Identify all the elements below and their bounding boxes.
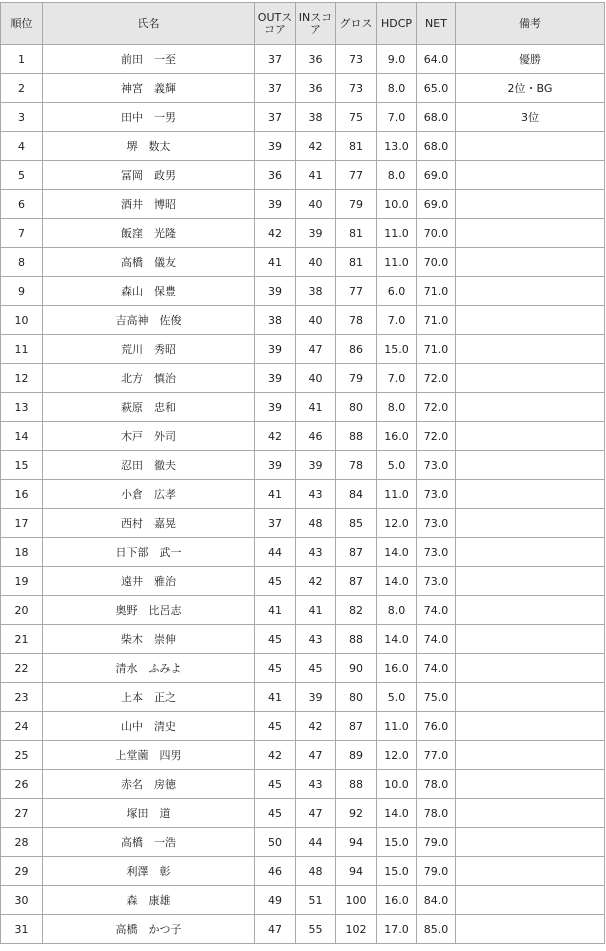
cell-player-name: 吉高神 佐俊 <box>43 306 255 335</box>
cell-note <box>456 770 605 799</box>
table-row <box>1 219 605 248</box>
cell-rank: 1 <box>1 45 43 74</box>
cell-rank: 2 <box>1 74 43 103</box>
table-row <box>1 770 605 799</box>
cell-in-score: 43 <box>296 480 336 509</box>
cell-hdcp: 14.0 <box>377 538 417 567</box>
header-hdcp: HDCP <box>377 3 417 45</box>
cell-rank: 7 <box>1 219 43 248</box>
cell-note <box>456 277 605 306</box>
cell-gross: 80 <box>336 683 377 712</box>
header-gross: グロス <box>336 3 377 45</box>
header-rank: 順位 <box>1 3 43 45</box>
cell-note: 2位・BG <box>456 74 605 103</box>
cell-out-score: 39 <box>255 335 296 364</box>
table-row <box>1 509 605 538</box>
cell-note <box>456 625 605 654</box>
cell-player-name: 冨岡 政男 <box>43 161 255 190</box>
table-row <box>1 596 605 625</box>
cell-in-score: 42 <box>296 567 336 596</box>
cell-player-name: 清水 ふみよ <box>43 654 255 683</box>
cell-in-score: 48 <box>296 857 336 886</box>
cell-player-name: 木戸 外司 <box>43 422 255 451</box>
cell-net: 73.0 <box>417 480 456 509</box>
cell-in-score: 39 <box>296 451 336 480</box>
header-name: 氏名 <box>43 3 255 45</box>
table-row <box>1 393 605 422</box>
cell-net: 85.0 <box>417 915 456 944</box>
cell-out-score: 41 <box>255 596 296 625</box>
cell-gross: 81 <box>336 132 377 161</box>
cell-rank: 20 <box>1 596 43 625</box>
cell-player-name: 田中 一男 <box>43 103 255 132</box>
table-row <box>1 799 605 828</box>
cell-out-score: 37 <box>255 74 296 103</box>
cell-rank: 16 <box>1 480 43 509</box>
cell-player-name: 山中 清史 <box>43 712 255 741</box>
cell-gross: 79 <box>336 190 377 219</box>
cell-rank: 24 <box>1 712 43 741</box>
cell-hdcp: 11.0 <box>377 712 417 741</box>
cell-out-score: 41 <box>255 248 296 277</box>
cell-in-score: 40 <box>296 190 336 219</box>
cell-player-name: 森 康雄 <box>43 886 255 915</box>
cell-in-score: 41 <box>296 161 336 190</box>
cell-net: 74.0 <box>417 654 456 683</box>
cell-gross: 78 <box>336 306 377 335</box>
cell-net: 69.0 <box>417 161 456 190</box>
cell-in-score: 36 <box>296 74 336 103</box>
cell-gross: 86 <box>336 335 377 364</box>
table-row <box>1 683 605 712</box>
cell-hdcp: 8.0 <box>377 74 417 103</box>
table-row <box>1 915 605 944</box>
cell-in-score: 38 <box>296 277 336 306</box>
table-row <box>1 74 605 103</box>
cell-gross: 85 <box>336 509 377 538</box>
cell-out-score: 45 <box>255 654 296 683</box>
cell-note <box>456 364 605 393</box>
cell-rank: 30 <box>1 886 43 915</box>
cell-gross: 87 <box>336 712 377 741</box>
cell-out-score: 36 <box>255 161 296 190</box>
cell-out-score: 39 <box>255 364 296 393</box>
cell-gross: 78 <box>336 451 377 480</box>
cell-hdcp: 6.0 <box>377 277 417 306</box>
cell-rank: 11 <box>1 335 43 364</box>
cell-hdcp: 12.0 <box>377 509 417 538</box>
cell-rank: 3 <box>1 103 43 132</box>
table-row <box>1 886 605 915</box>
cell-hdcp: 8.0 <box>377 161 417 190</box>
cell-net: 68.0 <box>417 103 456 132</box>
table-row <box>1 422 605 451</box>
cell-note <box>456 451 605 480</box>
table-row <box>1 45 605 74</box>
header-in-score: INスコア <box>296 3 336 45</box>
cell-net: 73.0 <box>417 451 456 480</box>
cell-rank: 10 <box>1 306 43 335</box>
table-row <box>1 828 605 857</box>
cell-gross: 87 <box>336 538 377 567</box>
cell-rank: 18 <box>1 538 43 567</box>
cell-gross: 88 <box>336 625 377 654</box>
cell-player-name: 遠井 雅治 <box>43 567 255 596</box>
header-row <box>1 3 605 45</box>
cell-player-name: 神宮 義輝 <box>43 74 255 103</box>
cell-rank: 12 <box>1 364 43 393</box>
cell-in-score: 38 <box>296 103 336 132</box>
table-row <box>1 161 605 190</box>
cell-out-score: 39 <box>255 393 296 422</box>
cell-net: 65.0 <box>417 74 456 103</box>
cell-hdcp: 7.0 <box>377 103 417 132</box>
cell-player-name: 上本 正之 <box>43 683 255 712</box>
table-row <box>1 654 605 683</box>
results-table-body <box>1 45 605 944</box>
cell-note <box>456 248 605 277</box>
cell-net: 68.0 <box>417 132 456 161</box>
cell-in-score: 39 <box>296 683 336 712</box>
cell-out-score: 47 <box>255 915 296 944</box>
cell-note <box>456 335 605 364</box>
cell-note <box>456 857 605 886</box>
cell-hdcp: 16.0 <box>377 422 417 451</box>
cell-net: 73.0 <box>417 567 456 596</box>
table-row <box>1 567 605 596</box>
cell-out-score: 45 <box>255 770 296 799</box>
cell-player-name: 小倉 広孝 <box>43 480 255 509</box>
cell-hdcp: 16.0 <box>377 654 417 683</box>
cell-player-name: 忍田 徹夫 <box>43 451 255 480</box>
header-net: NET <box>417 3 456 45</box>
cell-note <box>456 654 605 683</box>
cell-in-score: 42 <box>296 712 336 741</box>
cell-player-name: 日下部 武一 <box>43 538 255 567</box>
cell-hdcp: 7.0 <box>377 364 417 393</box>
cell-net: 72.0 <box>417 393 456 422</box>
cell-in-score: 45 <box>296 654 336 683</box>
table-row <box>1 190 605 219</box>
cell-hdcp: 14.0 <box>377 567 417 596</box>
cell-in-score: 43 <box>296 625 336 654</box>
cell-net: 77.0 <box>417 741 456 770</box>
table-row <box>1 103 605 132</box>
cell-player-name: 北方 慎治 <box>43 364 255 393</box>
cell-hdcp: 9.0 <box>377 45 417 74</box>
cell-gross: 84 <box>336 480 377 509</box>
results-table <box>0 2 605 944</box>
cell-out-score: 45 <box>255 799 296 828</box>
cell-net: 64.0 <box>417 45 456 74</box>
cell-out-score: 39 <box>255 132 296 161</box>
cell-rank: 9 <box>1 277 43 306</box>
cell-hdcp: 8.0 <box>377 393 417 422</box>
cell-in-score: 47 <box>296 799 336 828</box>
cell-player-name: 赤名 房徳 <box>43 770 255 799</box>
cell-rank: 8 <box>1 248 43 277</box>
table-row <box>1 480 605 509</box>
cell-gross: 94 <box>336 857 377 886</box>
cell-in-score: 48 <box>296 509 336 538</box>
cell-note <box>456 596 605 625</box>
cell-gross: 90 <box>336 654 377 683</box>
cell-hdcp: 15.0 <box>377 828 417 857</box>
cell-rank: 19 <box>1 567 43 596</box>
cell-rank: 26 <box>1 770 43 799</box>
cell-note <box>456 828 605 857</box>
cell-rank: 25 <box>1 741 43 770</box>
cell-gross: 89 <box>336 741 377 770</box>
cell-net: 84.0 <box>417 886 456 915</box>
cell-rank: 14 <box>1 422 43 451</box>
table-row <box>1 857 605 886</box>
cell-net: 79.0 <box>417 857 456 886</box>
table-row <box>1 277 605 306</box>
cell-net: 69.0 <box>417 190 456 219</box>
cell-rank: 13 <box>1 393 43 422</box>
cell-in-score: 55 <box>296 915 336 944</box>
cell-out-score: 41 <box>255 683 296 712</box>
cell-gross: 73 <box>336 74 377 103</box>
cell-note <box>456 161 605 190</box>
cell-in-score: 40 <box>296 248 336 277</box>
cell-net: 72.0 <box>417 422 456 451</box>
cell-player-name: 高橋 儀友 <box>43 248 255 277</box>
cell-player-name: 高橋 かつ子 <box>43 915 255 944</box>
cell-in-score: 40 <box>296 364 336 393</box>
cell-out-score: 42 <box>255 219 296 248</box>
cell-net: 74.0 <box>417 625 456 654</box>
cell-rank: 5 <box>1 161 43 190</box>
cell-out-score: 39 <box>255 277 296 306</box>
cell-hdcp: 10.0 <box>377 190 417 219</box>
cell-gross: 77 <box>336 161 377 190</box>
cell-hdcp: 10.0 <box>377 770 417 799</box>
cell-player-name: 萩原 忠和 <box>43 393 255 422</box>
cell-out-score: 41 <box>255 480 296 509</box>
cell-note <box>456 422 605 451</box>
cell-note <box>456 480 605 509</box>
results-table-header <box>1 3 605 45</box>
cell-player-name: 西村 嘉晃 <box>43 509 255 538</box>
cell-in-score: 40 <box>296 306 336 335</box>
cell-gross: 87 <box>336 567 377 596</box>
cell-in-score: 46 <box>296 422 336 451</box>
cell-net: 79.0 <box>417 828 456 857</box>
cell-gross: 100 <box>336 886 377 915</box>
cell-gross: 81 <box>336 219 377 248</box>
cell-hdcp: 14.0 <box>377 625 417 654</box>
cell-out-score: 38 <box>255 306 296 335</box>
cell-in-score: 43 <box>296 538 336 567</box>
cell-out-score: 39 <box>255 190 296 219</box>
cell-out-score: 42 <box>255 422 296 451</box>
cell-note <box>456 712 605 741</box>
cell-hdcp: 16.0 <box>377 886 417 915</box>
cell-rank: 15 <box>1 451 43 480</box>
cell-in-score: 47 <box>296 335 336 364</box>
cell-hdcp: 14.0 <box>377 799 417 828</box>
cell-hdcp: 13.0 <box>377 132 417 161</box>
cell-player-name: 森山 保豊 <box>43 277 255 306</box>
cell-rank: 6 <box>1 190 43 219</box>
cell-rank: 28 <box>1 828 43 857</box>
cell-note <box>456 190 605 219</box>
cell-hdcp: 11.0 <box>377 248 417 277</box>
cell-player-name: 柴木 崇伸 <box>43 625 255 654</box>
cell-rank: 27 <box>1 799 43 828</box>
cell-gross: 80 <box>336 393 377 422</box>
cell-net: 76.0 <box>417 712 456 741</box>
cell-player-name: 飯窪 光隆 <box>43 219 255 248</box>
cell-hdcp: 5.0 <box>377 683 417 712</box>
cell-player-name: 塚田 道 <box>43 799 255 828</box>
cell-out-score: 42 <box>255 741 296 770</box>
cell-out-score: 46 <box>255 857 296 886</box>
cell-gross: 94 <box>336 828 377 857</box>
cell-out-score: 37 <box>255 103 296 132</box>
cell-hdcp: 5.0 <box>377 451 417 480</box>
cell-in-score: 42 <box>296 132 336 161</box>
table-row <box>1 335 605 364</box>
cell-net: 73.0 <box>417 538 456 567</box>
cell-player-name: 荒川 秀昭 <box>43 335 255 364</box>
cell-net: 74.0 <box>417 596 456 625</box>
cell-note <box>456 509 605 538</box>
cell-note <box>456 567 605 596</box>
cell-out-score: 37 <box>255 45 296 74</box>
cell-note <box>456 886 605 915</box>
cell-in-score: 41 <box>296 596 336 625</box>
cell-note <box>456 683 605 712</box>
cell-in-score: 51 <box>296 886 336 915</box>
cell-out-score: 45 <box>255 625 296 654</box>
cell-gross: 88 <box>336 422 377 451</box>
cell-net: 70.0 <box>417 219 456 248</box>
cell-player-name: 利澤 彰 <box>43 857 255 886</box>
cell-rank: 23 <box>1 683 43 712</box>
cell-player-name: 上堂薗 四男 <box>43 741 255 770</box>
cell-note <box>456 538 605 567</box>
cell-out-score: 39 <box>255 451 296 480</box>
cell-player-name: 酒井 博昭 <box>43 190 255 219</box>
cell-net: 78.0 <box>417 770 456 799</box>
cell-in-score: 43 <box>296 770 336 799</box>
cell-net: 78.0 <box>417 799 456 828</box>
cell-hdcp: 12.0 <box>377 741 417 770</box>
cell-net: 71.0 <box>417 335 456 364</box>
cell-net: 73.0 <box>417 509 456 538</box>
cell-note <box>456 741 605 770</box>
cell-gross: 92 <box>336 799 377 828</box>
cell-gross: 73 <box>336 45 377 74</box>
cell-in-score: 36 <box>296 45 336 74</box>
cell-rank: 22 <box>1 654 43 683</box>
cell-out-score: 49 <box>255 886 296 915</box>
header-out-score: OUTスコア <box>255 3 296 45</box>
cell-in-score: 41 <box>296 393 336 422</box>
cell-rank: 4 <box>1 132 43 161</box>
cell-in-score: 44 <box>296 828 336 857</box>
table-row <box>1 306 605 335</box>
cell-note: 3位 <box>456 103 605 132</box>
cell-gross: 82 <box>336 596 377 625</box>
cell-hdcp: 7.0 <box>377 306 417 335</box>
cell-note <box>456 219 605 248</box>
cell-hdcp: 8.0 <box>377 596 417 625</box>
cell-rank: 31 <box>1 915 43 944</box>
cell-note <box>456 306 605 335</box>
cell-rank: 17 <box>1 509 43 538</box>
cell-gross: 81 <box>336 248 377 277</box>
cell-player-name: 奥野 比呂志 <box>43 596 255 625</box>
cell-hdcp: 11.0 <box>377 219 417 248</box>
table-row <box>1 712 605 741</box>
cell-in-score: 47 <box>296 741 336 770</box>
cell-gross: 77 <box>336 277 377 306</box>
cell-out-score: 37 <box>255 509 296 538</box>
cell-player-name: 高橋 一浩 <box>43 828 255 857</box>
cell-out-score: 50 <box>255 828 296 857</box>
cell-gross: 75 <box>336 103 377 132</box>
cell-note <box>456 915 605 944</box>
cell-gross: 88 <box>336 770 377 799</box>
cell-gross: 79 <box>336 364 377 393</box>
cell-hdcp: 15.0 <box>377 335 417 364</box>
table-row <box>1 741 605 770</box>
table-row <box>1 451 605 480</box>
cell-player-name: 堺 数太 <box>43 132 255 161</box>
cell-rank: 21 <box>1 625 43 654</box>
header-note: 備考 <box>456 3 605 45</box>
table-row <box>1 364 605 393</box>
cell-net: 71.0 <box>417 306 456 335</box>
table-row <box>1 132 605 161</box>
cell-note <box>456 799 605 828</box>
cell-net: 71.0 <box>417 277 456 306</box>
cell-net: 70.0 <box>417 248 456 277</box>
table-row <box>1 538 605 567</box>
cell-hdcp: 11.0 <box>377 480 417 509</box>
cell-rank: 29 <box>1 857 43 886</box>
cell-note: 優勝 <box>456 45 605 74</box>
cell-out-score: 45 <box>255 567 296 596</box>
cell-hdcp: 15.0 <box>377 857 417 886</box>
cell-out-score: 45 <box>255 712 296 741</box>
table-row <box>1 625 605 654</box>
cell-net: 72.0 <box>417 364 456 393</box>
cell-note <box>456 132 605 161</box>
cell-in-score: 39 <box>296 219 336 248</box>
cell-net: 75.0 <box>417 683 456 712</box>
cell-player-name: 前田 一至 <box>43 45 255 74</box>
cell-note <box>456 393 605 422</box>
table-row <box>1 248 605 277</box>
cell-gross: 102 <box>336 915 377 944</box>
cell-out-score: 44 <box>255 538 296 567</box>
cell-hdcp: 17.0 <box>377 915 417 944</box>
